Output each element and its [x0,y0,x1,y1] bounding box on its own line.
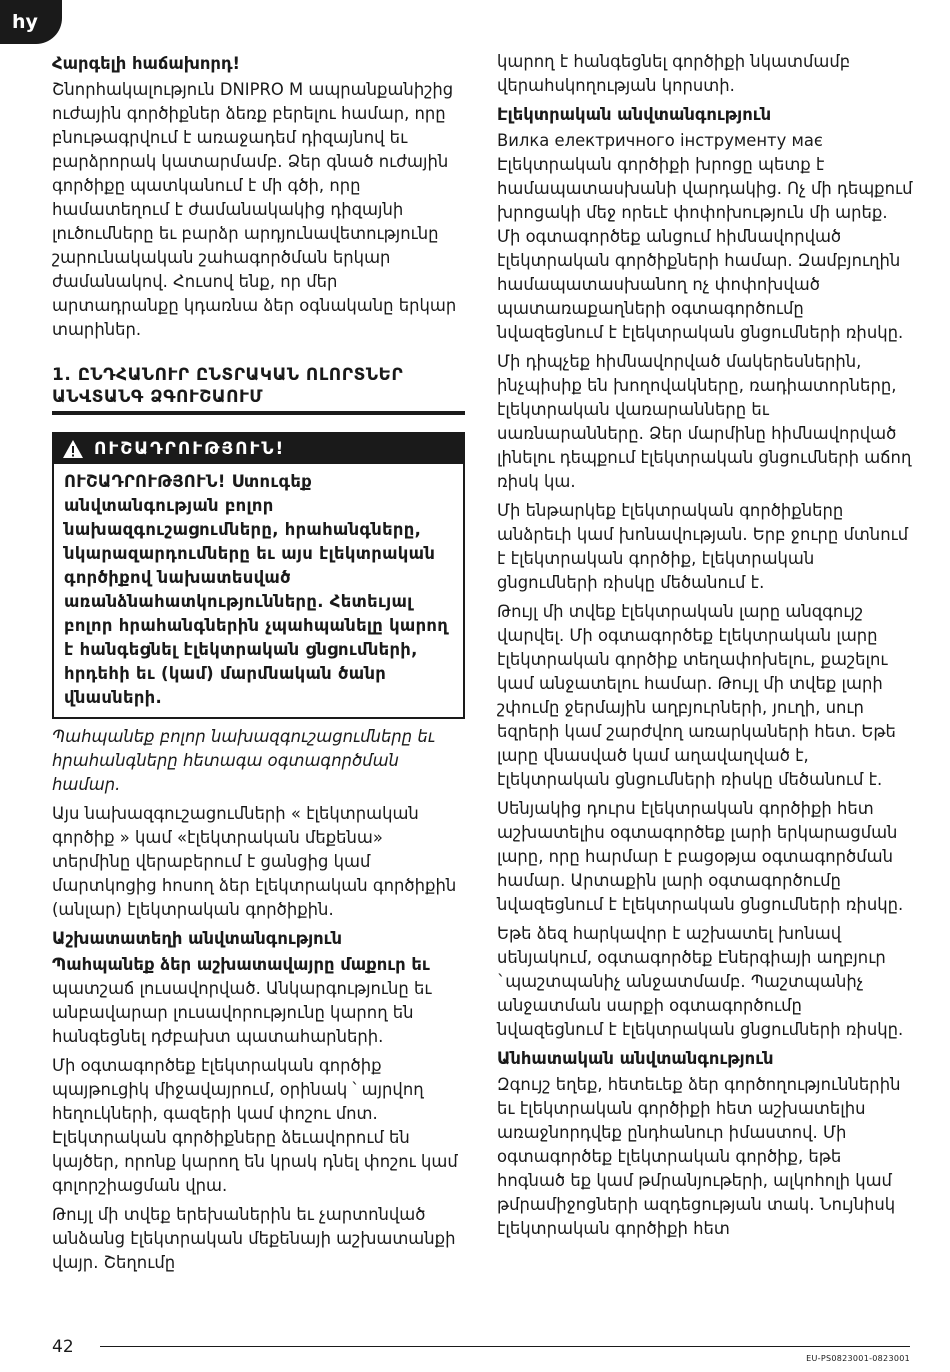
page-number: 42 [52,1337,74,1357]
personal-paragraph-1: Զգույշ եղեք, հետեւեք ձեր գործողություններին եւ էլեկտրական գործիքի հետ աշխատելիս առաջնորդվեք ընդհանուր իմաստով. Մի օգտագործեք էլեկտրական գործիք, եթե հոգնած եք կամ թմրանյութերի, ալկոհոլի կամ թմրամիջոցների ազդեցության տակ. Նույնիսկ էլեկտրական գործիքի հետ [497,1075,901,1238]
term-definition: Այս նախազգուշացումների « էլեկտրական գործիք » կամ «էլեկտրական մեքենա» տերմինը վերաբերում է ցանցից կամ մարտկոցից հոսող ձեր էլեկտրական գործիքին (անլար) էլեկտրական գործիքին. [52,804,457,919]
warning-title: ՈՒՇԱԴՐՈՒԹՅՈՒՆ! [94,439,286,459]
electrical-paragraph-4: Թույլ մի տվեք էլեկտրական լարը անզգույշ վարվել. Մի օգտագործեք էլեկտրական լարը էլեկտրական գործիք տեղափոխելու, քաշելու կամ անջատելու համար. Թույլ մի տվեք լարի շփումը ջերմային աղբյուրների, յուղի, սուր եզրերի կամ շարժվող առարկաների հետ. Եթե լարը վնասված կամ աղավաղված է, էլեկտրական ցնցումների ռիսկը մեծանում է. [497,602,896,789]
workplace-paragraph-3: Թույլ մի տվեք երեխաներին եւ չարտոնված անձանց էլեկտրական մեքենայի աշխատանքի վայր. Շեղումը [52,1205,456,1272]
continuation-paragraph: կարող է հանգեցնել գործիքի նկատմամբ վերահսկողության կորստի. [497,52,851,95]
section-heading: 1. ԸՆԴՀԱՆՈՒՐ ԸՆՏՐԱԿԱՆ ՈԼՈՐՏՆԵՐ ԱՆՎՏԱՆԳ ՁԳՈՒՇԱՈՒՄ [52,364,465,415]
warning-triangle-icon [62,439,84,459]
electrical-safety-heading: Էլեկտրական անվտանգություն [497,105,772,124]
keep-instructions-note: Պահպանեք բոլոր նախազգուշացումները եւ հրահանգները հետագա օգտագործման համար. [52,727,435,794]
electrical-paragraph-5: Սենյակից դուրս էլեկտրական գործիքի հետ աշխատելիս օգտագործեք լարի երկարացման լարը, որը հարմար է բացօթյա օգտագործման համար. Արտաքին լարի օգտագործումը նվազեցնում է էլեկտրական ցնցումների ռիսկը. [497,799,904,914]
intro-title: Հարգելի հաճախորդ! [52,54,241,73]
workplace-paragraph-2: Մի օգտագործեք էլեկտրական գործիք պայթուցիկ միջավայրում, օրինակ ՝ այրվող հեղուկների, գազերի կամ փոշու մոտ. Էլեկտրական գործիքները ձեւավորում են կայծեր, որոնք կարող են կրակ դնել փոշու կամ գոլորշիացման վրա. [52,1056,458,1195]
warning-body: ՈՒՇԱԴՐՈՒԹՅՈՒՆ! Ստուգեք անվտանգության բոլոր նախազգուշացումները, հրահանգները, նկարազարդումները եւ այս էլեկտրական գործիքով նախատեսված առանձնահատկությունները. Հետեւյալ բոլոր հրահանգներին չպահպանելը կարող է հանգեցնել էլեկտրական ցնցումների, հրդեհի եւ (կամ) մարմնական ծանր վնասների. [64,472,449,707]
workplace-lead: Պահպանեք ձեր աշխատավայրը մաքուր եւ [52,955,430,974]
right-column [497,50,913,1246]
footer-rule [100,1346,910,1347]
electrical-paragraph-6: Եթե ձեզ հարկավոր է աշխատել խոնավ սենյակում, օգտագործեք Էներգիայի աղբյուր `պաշտպանիչ անջատմամբ. Պաշտպանիչ անջատման սարքի օգտագործումը նվազեցնում է էլեկտրական ցնցումների ռիսկը. [497,924,904,1039]
workplace-safety-heading: Աշխատատեղի անվտանգություն [52,929,343,948]
document-code: EU-PS0823001-0823001 [806,1354,910,1363]
warning-box [52,432,465,719]
electrical-paragraph-1: Вилка електричного інструменту має Էլեկտրական գործիքի խրոցը պետք է համապատասխանի վարդակից. Ոչ մի դեպքում խրոցակի մեջ որեւէ փոփոխություն մի արեք. Մի օգտագործեք անցում հիմնավորված էլեկտրական գործիքների համար. Զամբյուղին համապատասխանող ոչ փոփոխված պատառաքաղների օգտագործումը նվազեցնում է էլեկտրական ցնցումների ռիսկը. [497,131,913,342]
workplace-paragraph-1-rest: պատշաճ լուսավորված. Անկարգությունը եւ անբավարար լուսավորությունը կարող են հանգեցնել դժբախտ պատահարների. [52,979,432,1046]
intro-paragraph: Շնորհակալություն DNIPRO M ապրանքանիշից ուժային գործիքներ ձեռք բերելու համար, որը բնութագրվում է առաջադեմ դիզայնով եւ բարձրորակ կատարմամբ. Ձեր գնած ուժային գործիքը պատկանում է մի գծի, որը համատեղում է ժամանակակից դիզայնի լուծումները եւ բարձր արդյունավետությունը շարունակական շահագործման երկար ժամանակով. Հուսով ենք, որ մեր արտադրանքը կդառնա ձեր օգնականը երկար տարիներ. [52,80,457,339]
personal-safety-heading: Անհատական անվտանգություն [497,1049,774,1068]
electrical-paragraph-3: Մի ենթարկեք էլեկտրական գործիքները անձրեւի կամ խոնավության. Երբ ջուրը մտնում է էլեկտրական գործիք, էլեկտրական ցնցումների ռիսկը մեծանում է. [497,501,909,592]
warning-header [54,434,463,464]
language-badge: hy [0,0,62,44]
workplace-paragraph-1 [52,953,465,1049]
electrical-paragraph-2: Մի դիպչեք հիմնավորված մակերեսներին, ինչպիսիք են խողովակները, ռադիատորները, էլեկտրական վառարանները եւ սառնարանները. Ձեր մարմինը հիմնավորված լինելու դեպքում էլեկտրական ցնցումների աճող ռիսկ կա. [497,352,912,491]
left-column [52,52,465,1280]
